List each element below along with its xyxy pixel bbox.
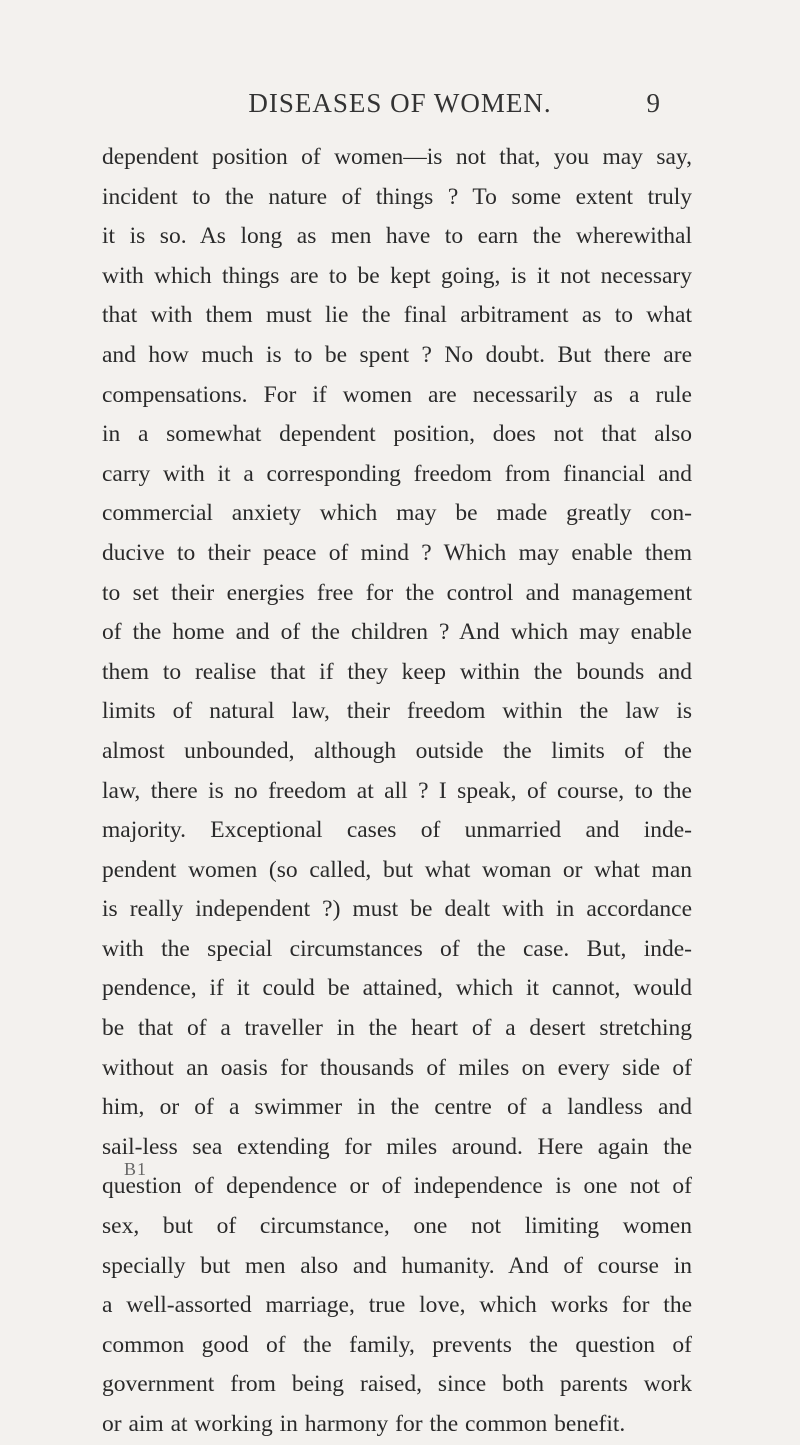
text-line: a well-assorted marriage, true love, which works for the [102, 1292, 692, 1319]
text-line: limits of natural law, their freedom within the law is [102, 698, 692, 725]
text-line: to set their energies free for the control and management [102, 579, 692, 606]
text-line: commercial anxiety which may be made greatly con- [102, 500, 692, 527]
text-line: him, or of a swimmer in the centre of a landless and [102, 1094, 692, 1121]
text-line: dependent position of women—is not that, you may say, [102, 144, 692, 170]
text-line: pendent women (so called, but what woman or what man [102, 856, 692, 883]
text-line: is really independent ?) must be dealt with in accordance [102, 896, 692, 923]
signature-mark: B1 [124, 1159, 148, 1179]
text-line: without an oasis for thousands of miles on every side of [102, 1054, 692, 1081]
text-line: government from being raised, since both parents work [102, 1371, 692, 1398]
text-line: with the special circumstances of the case. But, inde- [102, 935, 692, 962]
body-paragraph [102, 138, 692, 1445]
text-line: of the home and of the children ? And which may enable [102, 619, 692, 646]
text-line: sex, but of circumstance, one not limiting women [102, 1213, 692, 1240]
text-line: incident to the nature of things ? To some extent truly [102, 183, 692, 210]
running-head [0, 88, 800, 122]
text-line: carry with it a corresponding freedom from financial and [102, 460, 692, 487]
page-number: 9 [646, 88, 660, 118]
text-line: ducive to their peace of mind ? Which may enable them [102, 539, 692, 566]
text-line: specially but men also and humanity. And of course in [102, 1252, 692, 1279]
text-line: common good of the family, prevents the question of [102, 1331, 692, 1358]
text-line: majority. Exceptional cases of unmarried and inde- [102, 817, 692, 844]
text-line: question of dependence or of independence is one not of [102, 1173, 692, 1200]
text-line: it is so. As long as men have to earn the wherewithal [102, 223, 692, 250]
text-line: compensations. For if women are necessarily as a rule [102, 381, 692, 408]
text-line: pendence, if it could be attained, which it cannot, would [102, 975, 692, 1002]
text-line: with which things are to be kept going, is it not necessary [102, 262, 692, 289]
text-line: law, there is no freedom at all ? I speak, of course, to the [102, 777, 692, 804]
text-line: be that of a traveller in the heart of a desert stretching [102, 1015, 692, 1042]
text-line: sail-less sea extending for miles around. Here again the [102, 1133, 692, 1160]
text-line: or aim at working in harmony for the common benefit. [102, 1411, 626, 1437]
text-line: almost unbounded, although outside the limits of the [102, 737, 692, 764]
running-title: DISEASES OF WOMEN. [248, 88, 552, 118]
text-line: that with them must lie the final arbitrament as to what [102, 302, 692, 329]
text-line: and how much is to be spent ? No doubt. But there are [102, 341, 692, 368]
text-line: in a somewhat dependent position, does not that also [102, 421, 692, 448]
text-line: them to realise that if they keep within the bounds and [102, 658, 692, 685]
